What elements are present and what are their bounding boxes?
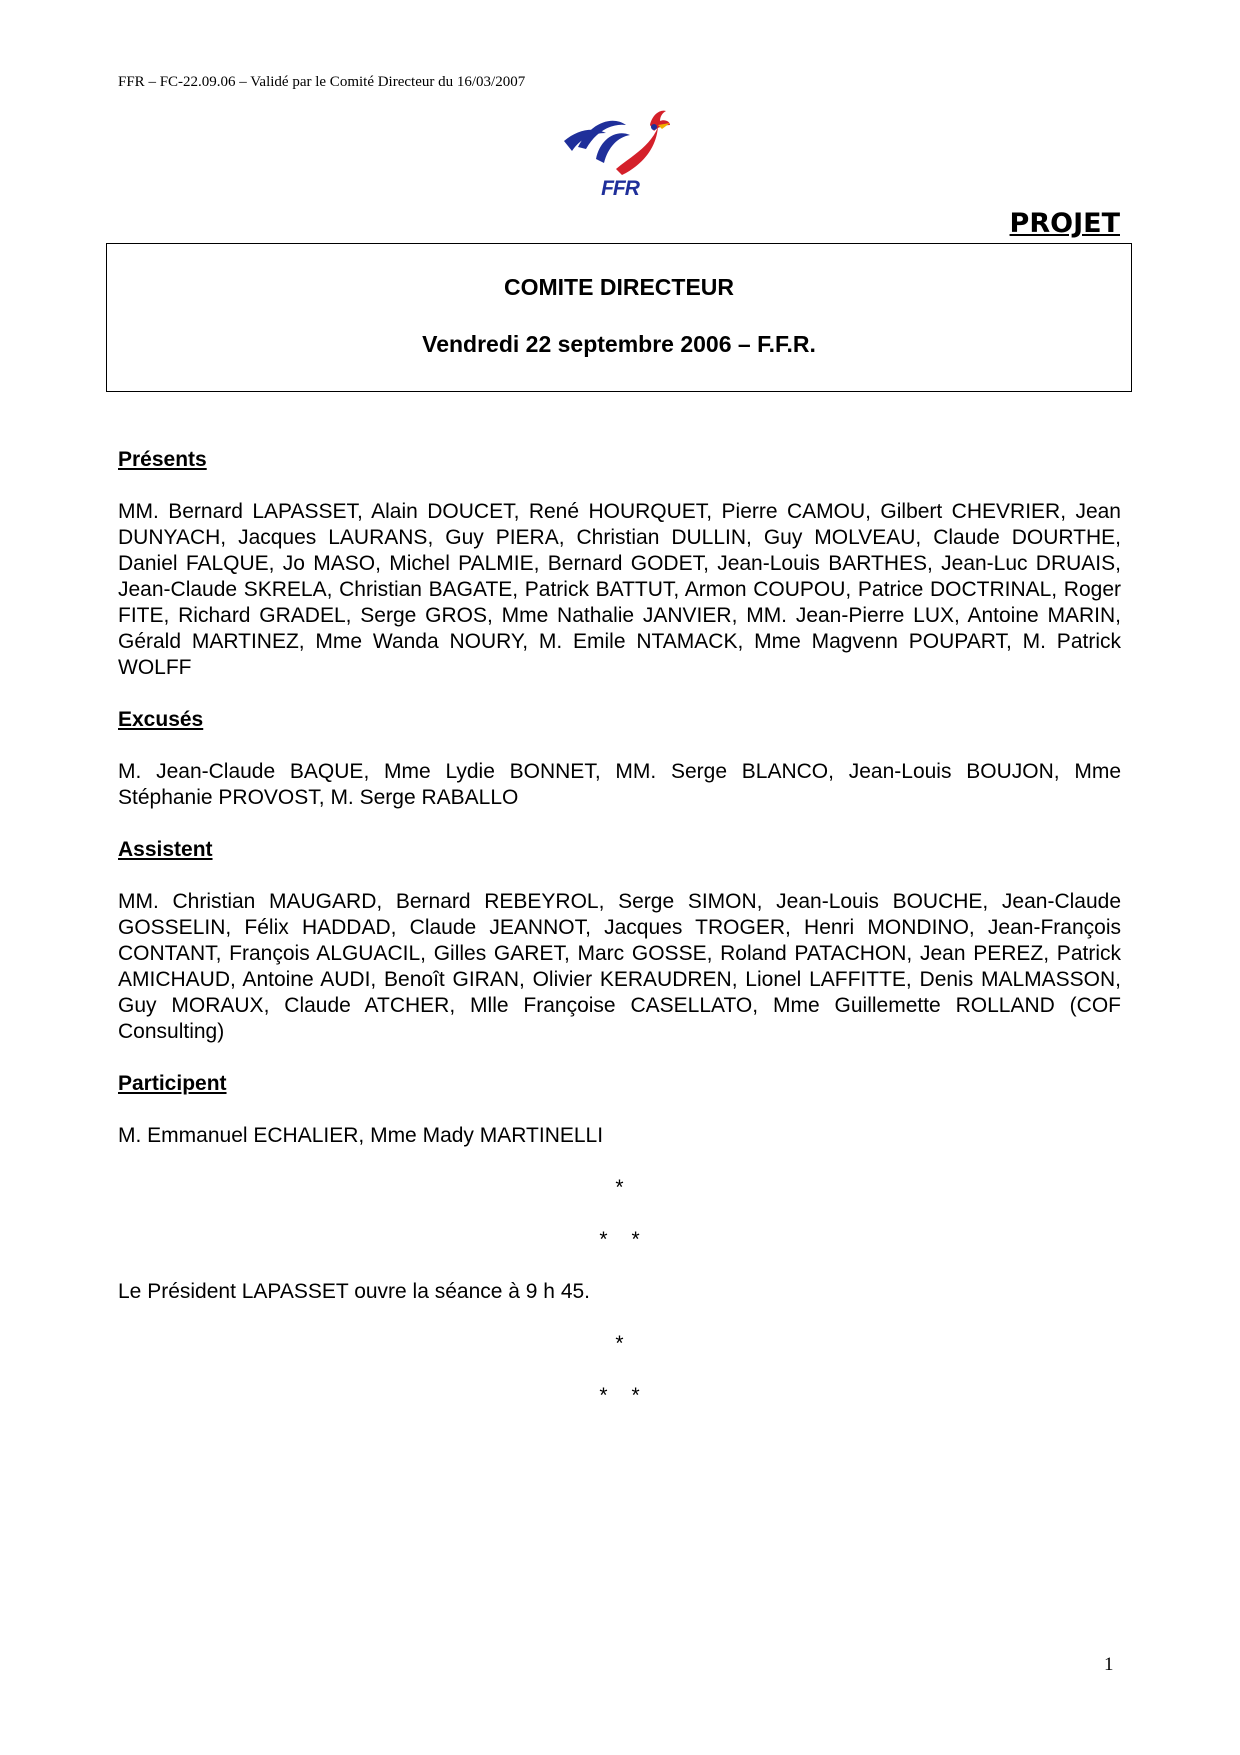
separator-stars	[118, 1383, 1121, 1435]
star: *	[615, 1332, 624, 1355]
presents-list: MM. Bernard LAPASSET, Alain DOUCET, René HOURQUET, Pierre CAMOU, Gilbert CHEVRIER, Jean DUNYACH, Jacques LAURANS, Guy PIERA, Christian DULLIN, Guy MOLVEAU, Claude DOURTHE, Daniel FALQUE, Jo MASO, Michel PALMIE, Bernard GODET, Jean-Louis BARTHES, Jean-Luc DRUAIS, Jean-Claude SKRELA, Christian BAGATE, Patrick BATTUT, Armon COUPOU, Patrice DOCTRINAL, Roger FITE, Richard GRADEL, Serge GROS, Mme Nathalie JANVIER, MM. Jean-Pierre LUX, Antoine MARIN, Gérald MARTINEZ, Mme Wanda NOURY, M. Emile NTAMACK, Mme Magvenn POUPART, M. Patrick WOLFF	[118, 500, 1121, 679]
projet-label: PROJET	[1009, 208, 1120, 239]
opening-statement: Le Président LAPASSET ouvre la séance à 9 h 45.	[118, 1280, 591, 1303]
assistent-list: MM. Christian MAUGARD, Bernard REBEYROL, Serge SIMON, Jean-Louis BOUCHE, Jean-Claude GOSSELIN, Félix HADDAD, Claude JEANNOT, Jacques TROGER, Henri MONDINO, Jean-François CONTANT, François ALGUACIL, Gilles GARET, Marc GOSSE, Roland PATACHON, Jean PEREZ, Patrick AMICHAUD, Antoine AUDI, Benoît GIRAN, Olivier KERAUDREN, Lionel LAFFITTE, Denis MALMASSON, Guy MORAUX, Claude ATCHER, Mlle Françoise CASELLATO, Mme Guillemette ROLLAND (COF Consulting)	[118, 890, 1121, 1043]
excuses-heading: Excusés	[118, 708, 204, 731]
title-box	[106, 243, 1132, 392]
star: *	[615, 1176, 624, 1199]
rooster-icon	[560, 103, 680, 183]
star: *	[631, 1384, 640, 1407]
excuses-list: M. Jean-Claude BAQUE, Mme Lydie BONNET, MM. Serge BLANCO, Jean-Louis BOUJON, Mme Stéphanie PROVOST, M. Serge RABALLO	[118, 760, 1121, 809]
document-body	[118, 447, 1121, 1435]
meeting-date: Vendredi 22 septembre 2006 – F.F.R.	[422, 331, 816, 357]
separator-stars	[118, 1227, 1121, 1279]
participent-list: M. Emmanuel ECHALIER, Mme Mady MARTINELLI	[118, 1124, 604, 1147]
star: *	[631, 1228, 640, 1251]
separator-star	[118, 1331, 1121, 1383]
star: *	[599, 1384, 608, 1407]
meeting-title: COMITE DIRECTEUR	[504, 274, 734, 300]
document-reference: FFR – FC-22.09.06 – Validé par le Comité Directeur du 16/03/2007	[118, 74, 526, 90]
presents-heading: Présents	[118, 448, 207, 471]
page-number: 1	[1104, 1654, 1114, 1675]
star: *	[599, 1228, 608, 1251]
separator-star	[118, 1175, 1121, 1227]
participent-heading: Participent	[118, 1072, 227, 1095]
assistent-heading: Assistent	[118, 838, 213, 861]
ffr-logo	[560, 103, 680, 207]
logo-text: FFR	[601, 177, 639, 200]
